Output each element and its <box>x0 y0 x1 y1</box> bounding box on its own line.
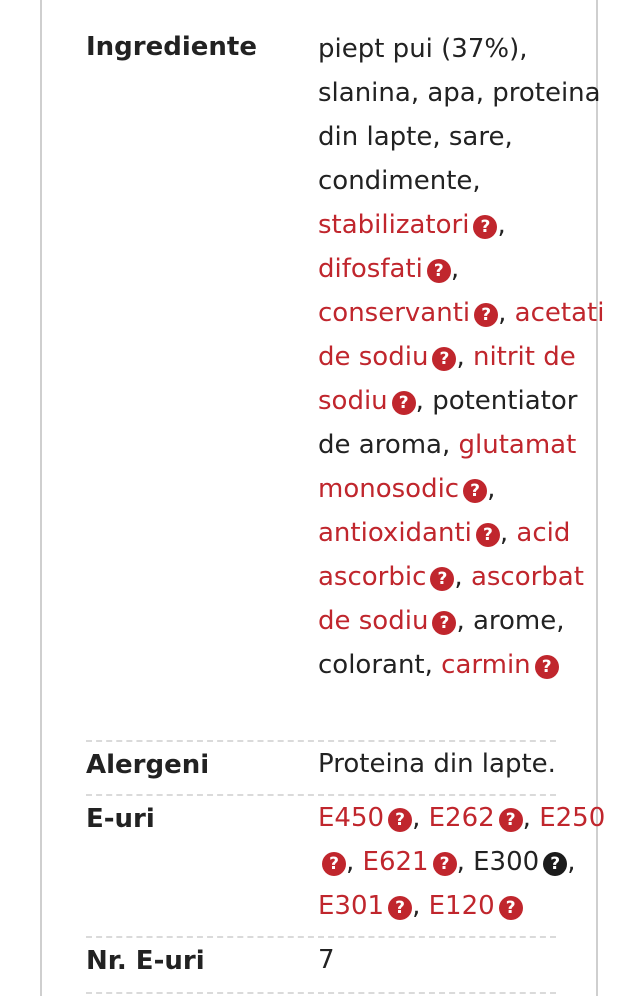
ingredient-link[interactable]: nitrit de sodiu <box>318 342 576 416</box>
ingredient-text: , <box>454 562 471 592</box>
e-count-row <box>86 938 556 994</box>
ingredient-link[interactable]: stabilizatori <box>318 210 470 240</box>
question-circle-icon[interactable]: ? <box>432 347 456 371</box>
question-circle-icon[interactable]: ? <box>392 391 416 415</box>
ingredient-text: , potentiator de aroma, <box>318 386 578 460</box>
ingredient-link[interactable]: E450 <box>318 803 385 833</box>
ingredient-text: , <box>412 891 429 921</box>
e-count-label: Nr. E-uri <box>86 946 205 976</box>
ingredient-link[interactable]: E120 <box>428 891 495 921</box>
e-numbers-value <box>318 796 608 928</box>
ingredient-text: , <box>456 342 473 372</box>
product-info-card <box>40 0 606 996</box>
e-count-value: 7 <box>318 945 335 975</box>
ingredient-text: piept pui (37%), slanina, apa, proteina din lapte, sare, condimente, <box>318 34 601 196</box>
allergens-label: Alergeni <box>86 750 210 780</box>
ingredients-row <box>86 30 605 742</box>
question-circle-icon[interactable]: ? <box>476 523 500 547</box>
ingredient-link[interactable]: acid ascorbic <box>318 518 571 592</box>
ingredient-link[interactable]: conservanti <box>318 298 471 328</box>
ingredient-link[interactable]: acetati de sodiu <box>318 298 605 372</box>
allergens-value: Proteina din lapte. <box>318 749 556 779</box>
ingredient-link[interactable]: E250 <box>539 803 606 833</box>
ingredient-link[interactable]: carmin <box>441 650 531 680</box>
e-numbers-label: E-uri <box>86 804 155 834</box>
question-circle-icon[interactable]: ? <box>433 852 457 876</box>
question-circle-icon[interactable]: ? <box>543 852 567 876</box>
ingredients-value <box>318 27 608 687</box>
e-numbers-row <box>86 796 606 938</box>
question-circle-icon[interactable]: ? <box>473 215 497 239</box>
ingredient-link[interactable]: difosfati <box>318 254 423 284</box>
ingredient-text: , <box>498 298 515 328</box>
ingredient-text: , arome, colorant, <box>318 606 565 680</box>
ingredient-link[interactable]: antioxidanti <box>318 518 472 548</box>
ingredient-text: , <box>450 254 460 284</box>
question-circle-icon[interactable]: ? <box>474 303 498 327</box>
ingredient-link[interactable]: E262 <box>428 803 495 833</box>
ingredient-text: , <box>567 847 576 877</box>
question-circle-icon[interactable]: ? <box>463 479 487 503</box>
ingredient-text: , <box>456 847 474 877</box>
question-circle-icon[interactable]: ? <box>430 567 454 591</box>
ingredient-link[interactable]: E621 <box>362 847 429 877</box>
ingredient-link[interactable]: ascorbat de sodiu <box>318 562 584 636</box>
question-circle-icon[interactable]: ? <box>535 655 559 679</box>
ingredient-text: , <box>497 210 506 240</box>
ingredient-text: , <box>346 847 363 877</box>
question-circle-icon[interactable]: ? <box>388 808 412 832</box>
question-circle-icon[interactable]: ? <box>427 259 451 283</box>
ingredient-text: , <box>499 518 517 548</box>
ingredient-text: , <box>412 803 429 833</box>
ingredient-link[interactable]: E301 <box>318 891 385 921</box>
ingredients-label: Ingrediente <box>86 32 257 62</box>
ingredient-text: , <box>487 474 496 504</box>
question-circle-icon[interactable]: ? <box>499 896 523 920</box>
ingredient-text: E300 <box>473 847 540 877</box>
allergens-row <box>86 742 556 796</box>
question-circle-icon[interactable]: ? <box>499 808 523 832</box>
question-circle-icon[interactable]: ? <box>322 852 346 876</box>
question-circle-icon[interactable]: ? <box>432 611 456 635</box>
question-circle-icon[interactable]: ? <box>388 896 412 920</box>
ingredient-link[interactable]: glutamat monosodic <box>318 430 577 504</box>
ingredient-text: , <box>522 803 540 833</box>
